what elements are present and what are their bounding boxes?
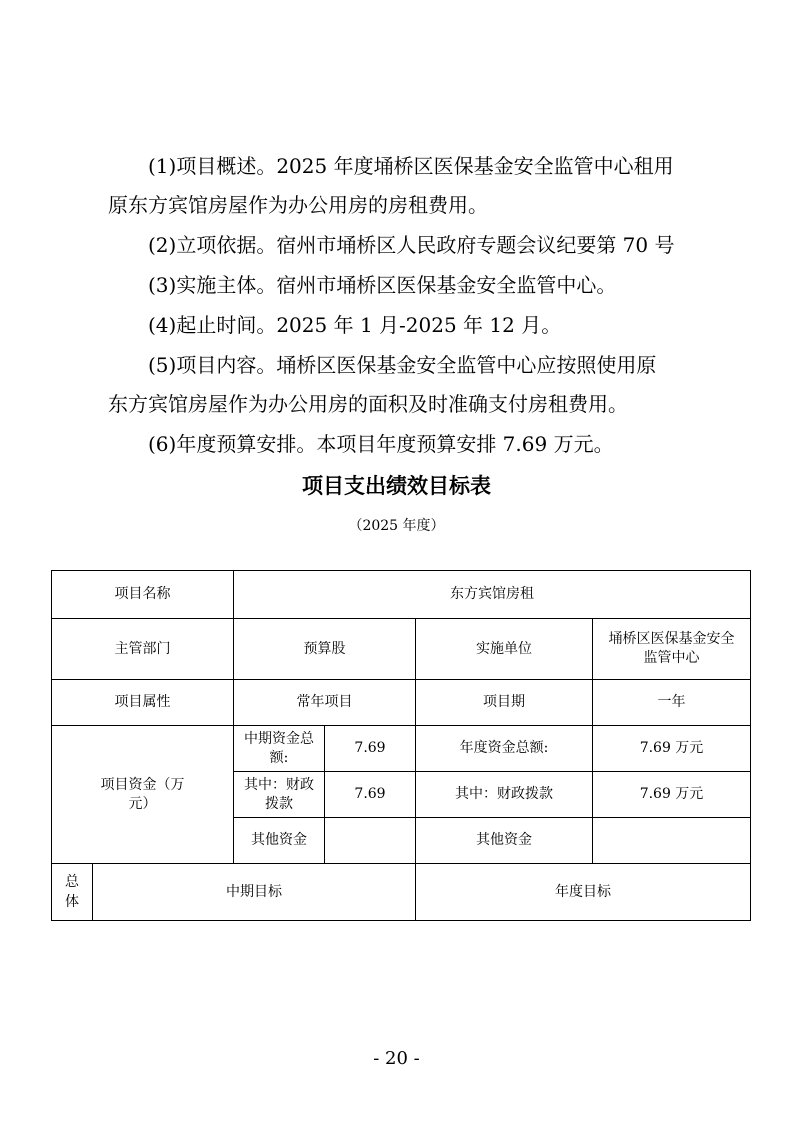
attr-label: 项目属性 xyxy=(52,680,234,726)
project-name-label: 项目名称 xyxy=(52,571,234,619)
attr-value: 常年项目 xyxy=(234,680,416,726)
mid-goal-label: 中期目标 xyxy=(93,864,416,921)
overall-label: 总体 xyxy=(52,864,93,921)
paragraph-1-cont: 原东方宾馆房屋作为办公用房的房租费用。 xyxy=(108,193,488,217)
fund-label: 项目资金（万元） xyxy=(52,726,234,864)
paragraph-1: (1)项目概述。2025 年度埇桥区医保基金安全监管中心租用 xyxy=(148,154,674,178)
paragraph-5: (5)项目内容。埇桥区医保基金安全监管中心应按照使用原 xyxy=(148,353,657,377)
paragraph-6: (6)年度预算安排。本项目年度预算安排 7.69 万元。 xyxy=(148,432,614,456)
mid-total-value: 7.69 xyxy=(325,726,416,772)
annual-total-value: 7.69 万元 xyxy=(593,726,751,772)
project-name-value: 东方宾馆房租 xyxy=(234,571,751,619)
annual-other-value xyxy=(593,818,751,864)
table-title: 项目支出绩效目标表 xyxy=(302,474,491,498)
table-year: （2025 年度） xyxy=(348,518,445,534)
period-label: 项目期 xyxy=(416,680,593,726)
dept-label: 主管部门 xyxy=(52,619,234,680)
annual-total-label: 年度资金总额: xyxy=(416,726,593,772)
mid-fiscal-value: 7.69 xyxy=(325,772,416,818)
page-number: - 20 - xyxy=(373,1048,420,1069)
dept-value: 预算股 xyxy=(234,619,416,680)
mid-other-value xyxy=(325,818,416,864)
unit-label: 实施单位 xyxy=(416,619,593,680)
annual-fiscal-label: 其中：财政拨款 xyxy=(416,772,593,818)
annual-goal-label: 年度目标 xyxy=(416,864,751,921)
unit-value: 埇桥区医保基金安全监管中心 xyxy=(593,619,751,680)
mid-fiscal-label: 其中：财政拨款 xyxy=(234,772,325,818)
annual-other-label: 其他资金 xyxy=(416,818,593,864)
paragraph-2: (2)立项依据。宿州市埇桥区人民政府专题会议纪要第 70 号 xyxy=(148,233,675,257)
performance-table xyxy=(51,570,751,921)
mid-other-label: 其他资金 xyxy=(234,818,325,864)
mid-total-label: 中期资金总额: xyxy=(234,726,325,772)
annual-fiscal-value: 7.69 万元 xyxy=(593,772,751,818)
paragraph-3: (3)实施主体。宿州市埇桥区医保基金安全监管中心。 xyxy=(148,273,617,297)
paragraph-4: (4)起止时间。2025 年 1 月-2025 年 12 月。 xyxy=(148,313,562,337)
period-value: 一年 xyxy=(593,680,751,726)
paragraph-5-cont: 东方宾馆房屋作为办公用房的面积及时准确支付房租费用。 xyxy=(108,392,628,416)
